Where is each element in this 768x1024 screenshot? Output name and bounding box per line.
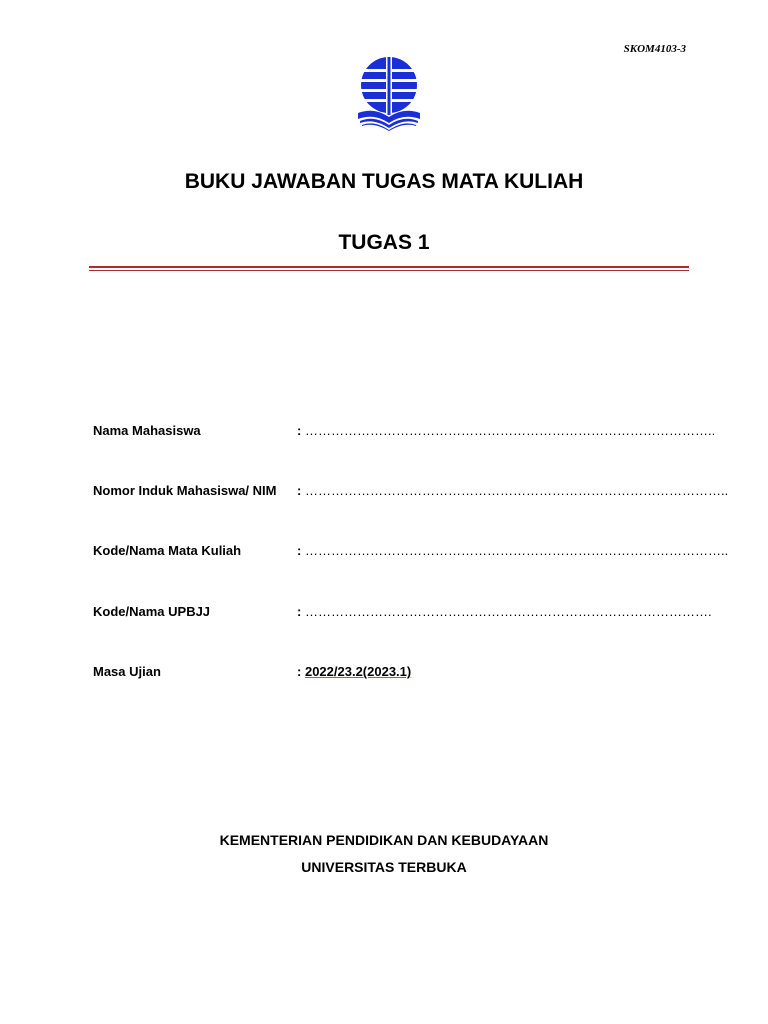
field-value: : ………………………………………………………………………………….. xyxy=(297,423,716,438)
field-label: Kode/Nama Mata Kuliah xyxy=(93,543,242,558)
field-label: Nomor Induk Mahasiswa/ NIM xyxy=(93,483,277,498)
title-divider-thin xyxy=(89,270,689,271)
field-label: Kode/Nama UPBJJ xyxy=(93,604,211,619)
title-divider xyxy=(89,266,689,268)
footer-ministry: KEMENTERIAN PENDIDIKAN DAN KEBUDAYAAN xyxy=(219,832,549,848)
document-code: SKOM4103-3 xyxy=(623,43,686,55)
field-value: : …………………………………………………………………………………….. xyxy=(297,543,729,558)
universitas-terbuka-logo-icon xyxy=(352,55,426,131)
document-subtitle: TUGAS 1 xyxy=(338,231,430,254)
footer-university: UNIVERSITAS TERBUKA xyxy=(301,859,467,875)
field-value: : …………………………………………………………………………………….. xyxy=(297,483,729,498)
field-label: Nama Mahasiswa xyxy=(93,423,201,438)
field-label: Masa Ujian xyxy=(93,664,161,679)
document-title: BUKU JAWABAN TUGAS MATA KULIAH xyxy=(184,170,584,193)
field-value: : 2022/23.2(2023.1) xyxy=(297,664,412,679)
field-value: : …………………………………………………………………………………. xyxy=(297,604,712,619)
